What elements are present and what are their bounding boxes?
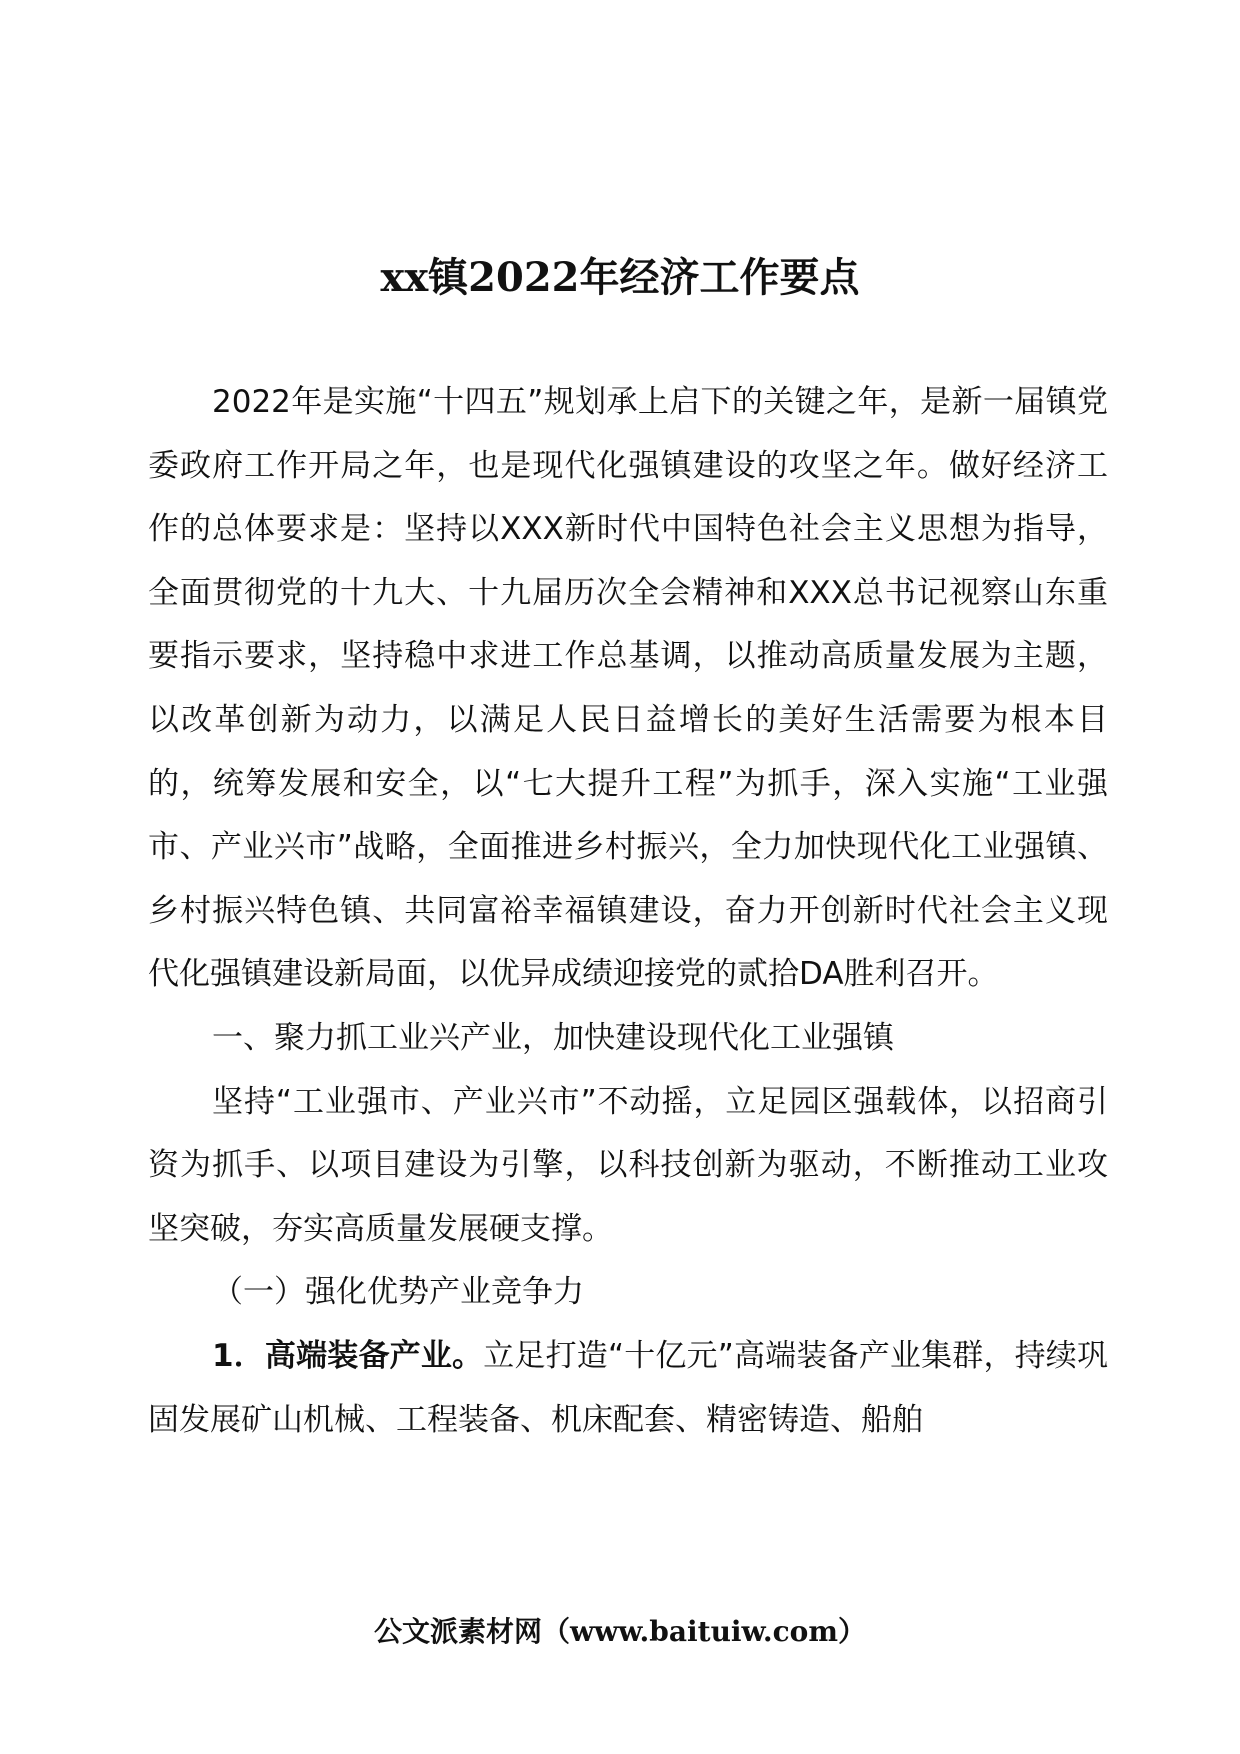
- footer-watermark: 公文派素材网（www.baituiw.com）: [374, 1615, 866, 1648]
- section-heading-1: 一、聚力抓工业兴产业，加快建设现代化工业强镇: [212, 1019, 894, 1056]
- section-1-paragraph: 坚持“工业强市、产业兴市”不动摇，立足园区强载体，以招商引资为抓手、以项目建设为引擎，以科技创新为驱动，不断推动工业攻坚突破，夯实高质量发展硬支撑。: [148, 1083, 1108, 1247]
- intro-paragraph: 2022年是实施“十四五”规划承上启下的关键之年，是新一届镇党委政府工作开局之年，也是现代化强镇建设的攻坚之年。做好经济工作的总体要求是：坚持以XXX新时代中国特色社会主义思想为指导，全面贯彻党的十九大、十九届历次全会精神和XXX总书记视察山东重要指示要求，坚持稳中求进工作总基调，以推动高质量发展为主题，以改革创新为动力，以满足人民日益增长的美好生活需要为根本目的，统筹发展和安全，以“七大提升工程”为抓手，深入实施“工业强市、产业兴市”战略，全面推进乡村振兴，全力加快现代化工业强镇、乡村振兴特色镇、共同富裕幸福镇建设，奋力开创新时代社会主义现代化强镇建设新局面，以优异成绩迎接党的贰拾DA胜利召开。: [148, 384, 1108, 993]
- subsection-heading-1: （一）强化优势产业竞争力: [212, 1274, 584, 1311]
- item-1-paragraph: [148, 1325, 1108, 1452]
- document-title: xx镇2022年经济工作要点: [380, 254, 860, 301]
- item-1-lead: 1．高端装备产业。: [212, 1337, 484, 1374]
- item-1-text: 立足打造“十亿元”高端装备产业集群，持续巩固发展矿山机械、工程装备、机床配套、精密铸造、船舶: [148, 1337, 1108, 1438]
- document-body: [148, 371, 1108, 1452]
